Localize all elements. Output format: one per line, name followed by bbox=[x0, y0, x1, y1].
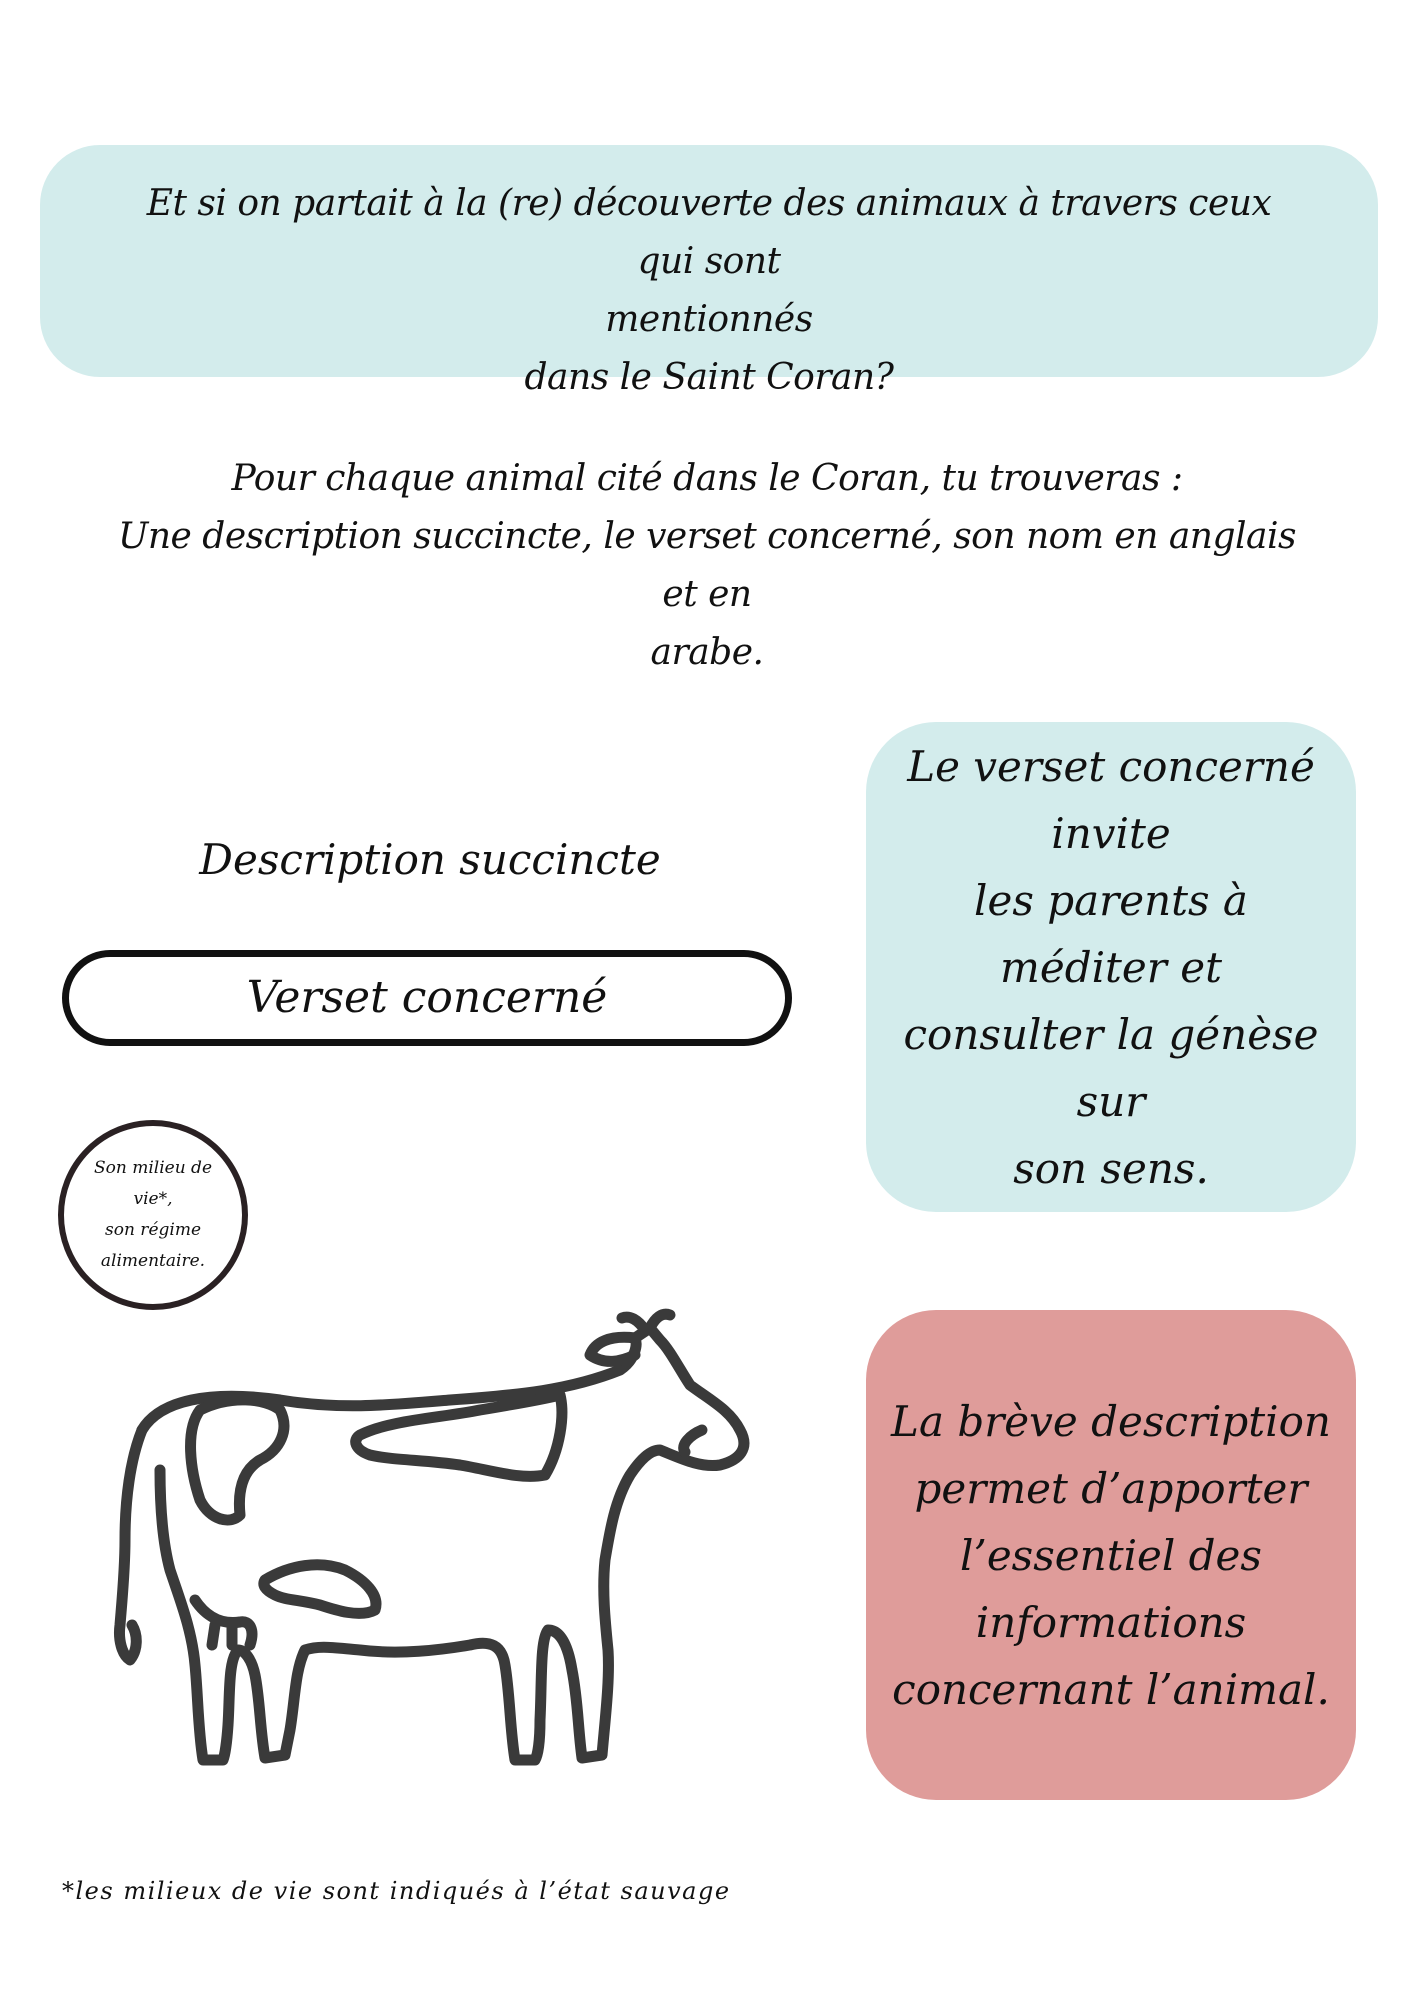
habitat-line-2: son régime bbox=[105, 1220, 201, 1240]
legend-text bbox=[100, 450, 1314, 682]
legend-line-2: Une description succincte, le verset concerné, son nom en anglais et en bbox=[118, 516, 1296, 615]
footnote: *les milieux de vie sont indiqués à l’état sauvage bbox=[62, 1877, 731, 1905]
verse-note-line: les parents à méditer et bbox=[974, 875, 1248, 992]
description-note-line: La brève description bbox=[891, 1396, 1331, 1446]
verse-note-line: Le verset concerné invite bbox=[907, 741, 1315, 858]
description-note-line: informations bbox=[975, 1597, 1247, 1647]
verse-label: Verset concerné bbox=[62, 950, 792, 1046]
habitat-line-3: alimentaire. bbox=[100, 1251, 206, 1271]
description-note-line: concernant l’animal. bbox=[892, 1664, 1330, 1714]
habitat-line-1: Son milieu de vie*, bbox=[93, 1158, 213, 1209]
description-label: Description succincte bbox=[199, 835, 661, 884]
description-note-line: l’essentiel des bbox=[960, 1530, 1262, 1580]
verse-note-line: consulter la génèse sur bbox=[903, 1009, 1319, 1126]
description-note-line: permet d’apporter bbox=[914, 1463, 1308, 1513]
legend-line-3: arabe. bbox=[650, 632, 764, 673]
intro-line-3: dans le Saint Coran? bbox=[524, 357, 894, 398]
legend-line-1: Pour chaque animal cité dans le Coran, tu trouveras : bbox=[231, 458, 1183, 499]
verse-note-box bbox=[866, 722, 1356, 1212]
intro-line-2: mentionnés bbox=[605, 299, 813, 340]
description-note-box bbox=[866, 1310, 1356, 1800]
intro-line-1: Et si on partait à la (re) découverte des animaux à travers ceux qui sont bbox=[146, 183, 1272, 282]
habitat-circle bbox=[58, 1120, 248, 1310]
intro-box bbox=[40, 145, 1378, 398]
verse-note-line: son sens. bbox=[1013, 1143, 1209, 1193]
cow-icon bbox=[90, 1300, 825, 1790]
